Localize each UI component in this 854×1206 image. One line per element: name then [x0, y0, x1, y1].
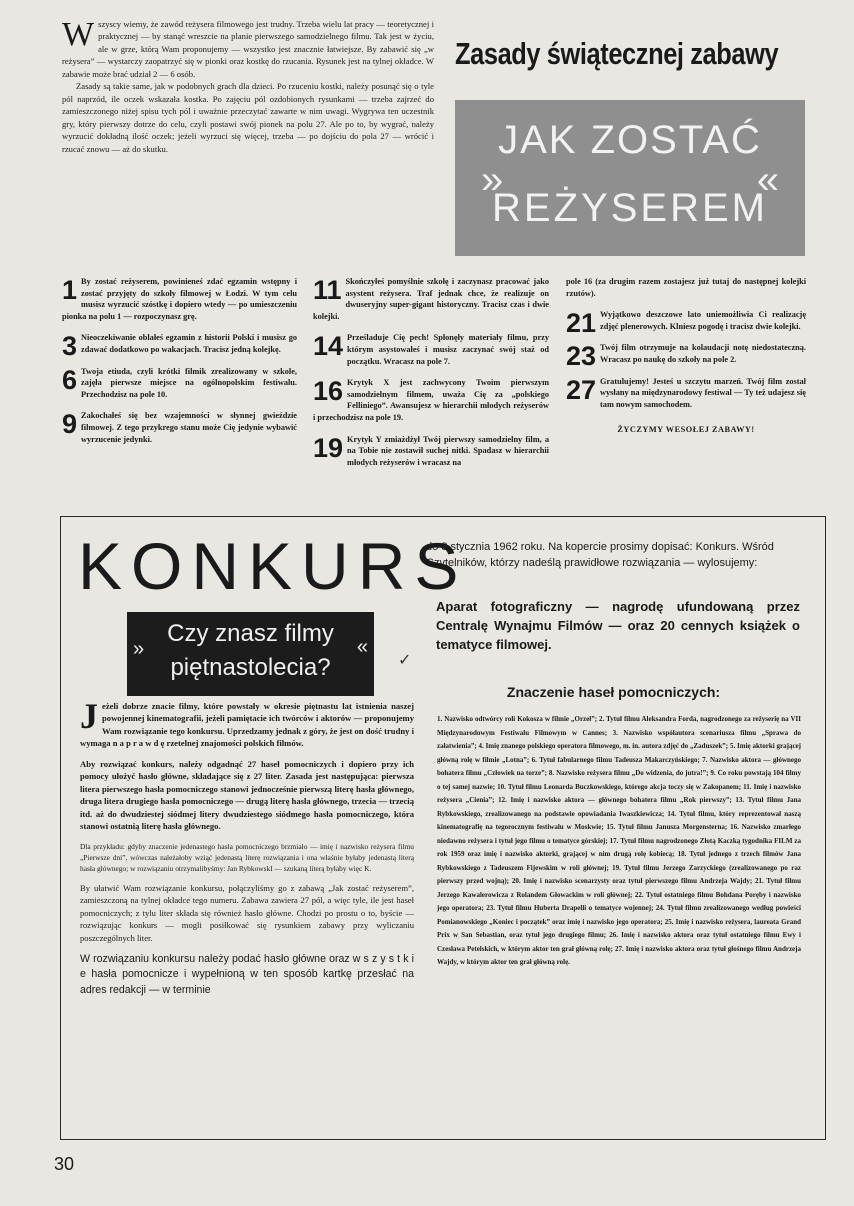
rule-item	[62, 276, 297, 322]
rule-item	[313, 377, 549, 423]
box-line-2: piętnastolecia?	[170, 654, 331, 681]
rule-text: By zostać reżyserem, powinieneś zdać egzamin wstępny i zostać przyjęty do szkoły filmowej w Łodzi. W tym celu musisz wyrzucić szóstkę i dopiero wtedy — po umieszczeniu pionka na polu 1 — rozpoczynasz grę.	[62, 277, 297, 321]
rule-item	[62, 331, 297, 362]
rule-number: 27	[566, 374, 597, 405]
rule-number: 1	[62, 275, 78, 305]
rule-number: 23	[566, 341, 597, 372]
rule-continuation: pole 16 (za drugim razem zostajesz już tutaj do następnej kolejki rzutów).	[566, 277, 806, 298]
intro-dropcap: W	[62, 16, 95, 53]
prize-text: Aparat fotograficzny — nagrodę ufundowaną przez Centralę Wynajmu Filmów — oraz 20 cennych książek o tematyce filmowej.	[436, 599, 800, 652]
contest-paragraph-2: Aby rozwiązać konkurs, należy odgadnąć 27 haseł pomocniczych i dopiero przy ich pomocy ułożyć hasło główne, składające się z 27 liter. Zasada jest następująca: pierwsza litera pierwszego hasła pomocniczego stanowi jednocześnie pierwszą literę hasła głównego, druga litera drugiego hasła pomocniczego — drugą literę hasła głównego, trzecia — trzecią itd. aż do dwudziestej siódmej litery dwudziestego siódmego hasła pomocniczego, która stanowi ostatnią literę hasła głównego.	[80, 758, 414, 832]
rule-text: Twój film otrzymuje na kolaudacji notę niedostateczną. Wracasz po naukę do szkoły na pole 2.	[600, 343, 806, 365]
contest-dropcap: J	[80, 696, 98, 736]
rules-column-2	[313, 276, 549, 479]
rule-number: 16	[313, 376, 344, 407]
rule-number: 6	[62, 364, 78, 395]
rule-item	[566, 341, 806, 372]
banner-line-2: REŻYSEREM	[492, 186, 768, 230]
rule-number: 14	[313, 331, 344, 362]
hints-list: 1. Nazwisko odtwórcy roli Kokosza w filmie „Orzeł”; 2. Tytuł filmu Aleksandra Forda, nagrodzonego za reżyserię na VII Międzynarodowym Festiwalu Filmowym w Cannes; 3. Nazwisko współautora scenariusza filmu „Sprawa do załatwienia”; 4. Imię znanego polskiego operatora filmowego, m. in. autora zdjęć do „Zaduszek”; 5. Imię aktorki grającej główną rolę w filmie „Lotna”; 6. Tytuł fabularnego filmu Tadeusza Makarczyńskiego; 7. Nazwisko aktora — głównego bohatera filmu „Człowiek na torze”; 8. Nazwisko reżysera filmu „Do widzenia, do jutra!”; 9. Co roku powstają 104 filmy o tej samej nazwie; 10. Tytuł filmu Leonarda Buczkowskiego, którego akcja toczy się w Zakopanem; 11. Imię i nazwisko reżysera „Cienia”; 12. Imię i nazwisko aktora — głównego bohatera filmu „Rok pierwszy”; 13. Tytuł filmu Jana Rybkowskiego, zrealizowanego na podstawie opowiadania Iwaszkiewicza; 14. Tytuł filmu, który reprezentował naszą kinematografię na tegorocznym festiwalu w Moskwie; 15. Tytuł filmu Janusza Morgensterna; 16. Nazwisko zmarłego niedawno reżysera i tytuł jego filmu o tematyce górskiej; 17. Tytuł filmu nagrodzonego Złotą Kaczką tygodnika FILM za rok 1959 oraz imię i nazwisko aktorki, grającej w nim drugą rolę kobiecą; 18. Tytuł jednego z trzech filmów Jana Rybkowskiego z Tadeuszem Fijewskim w roli głównej; 19. Tytuł filmu Jerzego Zarzyckiego (zrealizowanego po raz pierwszy przed wojną); 20. Imię i nazwisko scenarzysty oraz tytuł pierwszego filmu Andrzeja Wajdy; 21. Tytuł filmu Jerzego Kawalerowicza z Rolandem Głowackim w roli głównej; 22. Tytuł ostatniego filmu Bohdana Poręby i nazwisko jego operatora; 23. Tytuł filmu Huberta Drapelli o tematyce wojennej; 24. Tytuł filmu zrealizowanego według powieści Pomianowskiego „Koniec i początek” oraz imię i nazwisko jego operatora; 25. Imię i nazwisko reżysera, laureata Grand Prix w San Sebastian, oraz tytuł jego drugiego filmu; 26. Imię i nazwisko aktora oraz tytuł ostatniego filmu Ewy i Czesława Petelskich, w którym aktor ten grał główną rolę; 27. Imię i nazwisko aktora oraz tytuł głośnego filmu Andrzeja Wajdy, w którym aktor ten grał główną rolę.	[437, 715, 801, 966]
hints-title: Znaczenie haseł pomocniczych:	[506, 684, 721, 700]
rule-text: Wyjątkowo deszczowe lato uniemożliwia Ci realizację zdjęć plenerowych. Klniesz pogodę i tracisz dwie kolejki.	[600, 310, 806, 331]
contest-paragraph-4: By ułatwić Wam rozwiązanie konkursu, połączyliśmy go z zabawą „Jak zostać reżyserem”, zamieszczoną na tylnej okładce tego numeru. Zabawa zawiera 27 pól, a więc tyle, ile jest haseł pomocniczych; z tylu liter składa się również hasło główne. Chodzi po prostu o to, byście — rozwiązując konkurs — mogli posiłkować się rysunkiem zabawy przy wyliczaniu poszczególnych liter.	[80, 882, 414, 943]
rule-text: Skończyłeś pomyślnie szkołę i zaczynasz pracować jako asystent reżysera. Traf jednak chce, że realizuje on dwuseryjny super-gigant historyczny. Tracisz czas i dwie kolejki.	[313, 277, 549, 321]
banner-quote-right: «	[756, 158, 779, 202]
contest-subtitle-box	[127, 612, 374, 696]
rule-item	[313, 276, 549, 322]
rule-item	[566, 308, 806, 339]
contest-example: Dla przykładu: gdyby znaczenie jedenastego hasła pomocniczego brzmiało — imię i nazwisko reżysera filmu „Pierwsze dni”, wówczas należałoby wziąć jedenastą literę rozwiązania i ona właśnie byłaby jedenastą literą hasła głównego; w rozwiązaniu otrzymalibyśmy: Jan RybkowskI — szukaną literą byłaby więc K.	[80, 841, 414, 873]
rule-text: Krytyk X jest zachwycony Twoim pierwszym samodzielnym filmem, uważa Cię za „polskiego Felliniego”. Awansujesz w hierarchii młodych reżyserów i przechodzisz na pole 19.	[313, 378, 549, 423]
rule-item	[313, 434, 549, 469]
intro-paragraph-1: szyscy wiemy, że zawód reżysera filmowego jest trudny. Trzeba wielu lat pracy — teoretycznej i praktycznej — by stanąć wreszcie na planie pierwszego samodzielnego filmu. Tak jest w życiu, ale w grze, którą Wam proponujemy — wszystko jest znacznie łatwiejsze. By zabawić się „w reżysera” — wystarczy zaopatrzyć się w pionki oraz kostkę do rzucania. Rysunek jest na tylnej okładce. W zabawie może brać udział 2 — 6 osób.	[62, 19, 434, 79]
contest-deadline-text: do 8 stycznia 1962 roku. Na kopercie prosimy dopisać: Konkurs. Wśród Czytelników, którzy nadeślą prawidłowe rozwiązania — wylosujemy:	[426, 541, 774, 569]
box-line-1: Czy znasz filmy	[167, 620, 334, 647]
rule-number: 3	[62, 331, 78, 362]
rule-number: 19	[313, 432, 344, 463]
rule-text: Prześladuje Cię pech! Spłonęły materiały filmu, przy którym asystowałeś i musisz zaczynać swój staż od początku. Wracasz na pole 7.	[347, 333, 549, 366]
rule-text: Twoja etiuda, czyli krótki filmik zrealizowany w szkole, zajęła pierwsze miejsce na ogólnopolskim festiwalu. Przechodzisz na pole 10.	[81, 366, 297, 399]
rules-column-3	[566, 276, 806, 436]
rule-item	[313, 332, 549, 367]
contest-paragraph-1-text: eżeli dobrze znacie filmy, które powstały w okresie piętnastu lat istnienia naszej powojennej kinematografii, jeżeli pamiętacie ich twórców i aktorów — proponujemy Wam rozwiązanie tego konkursu. Uprzedzamy jednak z góry, że jest on dość trudny i wymaga n a p r a w d ę rzetelnej znajomości polskich filmów.	[80, 701, 414, 749]
page-number: 30	[54, 1154, 75, 1174]
rule-item	[62, 366, 297, 401]
pencil-mark: ✓	[398, 652, 412, 669]
rule-text: Nieoczekiwanie oblałeś egzamin z historii Polski i musisz go zdawać dodatkowo po wakacjach. Tracisz jedną kolejkę.	[81, 333, 297, 355]
intro-text	[62, 18, 434, 155]
rules-column-1	[62, 276, 297, 455]
box-quote-left: »	[133, 638, 145, 660]
rule-item	[62, 410, 297, 445]
contest-body	[80, 696, 414, 1006]
rule-text: Krytyk Y zmiażdżył Twój pierwszy samodzielny film, a na Tobie nie zostawił suchej nitki. Spadasz w hierarchii młodych reżyserów i wracasz na	[347, 434, 549, 467]
intro-paragraph-2: Zasady są takie same, jak w podobnych grach dla dzieci. Po rzuceniu kostki, należy posunąć się o tyle pól naprzód, ile oczek wskazała kostka. Po zajęciu pól ozdobionych rysunkami — trzeba zajrzeć do zamieszczonego niżej spisu tych pól i uważnie przeczytać zawarte w nim uwagi. Wygrywa ten uczestnik gry, który pierwszy dotrze do celu, czyli postawi swój pionek na polu 27. Ale po to, by wygrać, należy wyrzucić dokładną ilość oczek; jeżeli wyrzuci się więcej, trzeba — po dojściu do pola 27 — wrócić i rzucać znowu — aż do skutku.	[62, 81, 434, 154]
banner-quote-left: »	[481, 158, 504, 202]
rule-number: 9	[62, 409, 78, 440]
rule-text: Zakochałeś się bez wzajemności w słynnej gwieździe filmowej. Z tego przykrego stanu może Cię jedynie wybawić wyrzucenie jedynki.	[81, 411, 297, 444]
contest-paragraph-1	[80, 696, 414, 750]
banner-line-1: JAK ZOSTAĆ	[498, 118, 762, 162]
game-banner	[455, 100, 805, 256]
page-title: Zasady świątecznej zabawy	[455, 36, 779, 71]
box-quote-right: «	[356, 636, 368, 658]
rule-number: 21	[566, 308, 597, 339]
contest-heading: KONKURS	[78, 529, 468, 603]
rule-number: 11	[313, 275, 342, 305]
closing-wish: ŻYCZYMY WESOŁEJ ZABAWY!	[617, 425, 755, 435]
contest-paragraph-5: W rozwiązaniu konkursu należy podać hasło główne oraz w s z y s t k i e hasła pomocnicze i wypełnioną w ten sposób kartkę przesłać na adres redakcji — w terminie	[80, 953, 414, 996]
rule-item	[566, 376, 806, 411]
rule-text: Gratulujemy! Jesteś u szczytu marzeń. Twój film został wysłany na międzynarodowy festiwal — Ty też udajesz się tam nowym samochodem.	[600, 376, 806, 409]
